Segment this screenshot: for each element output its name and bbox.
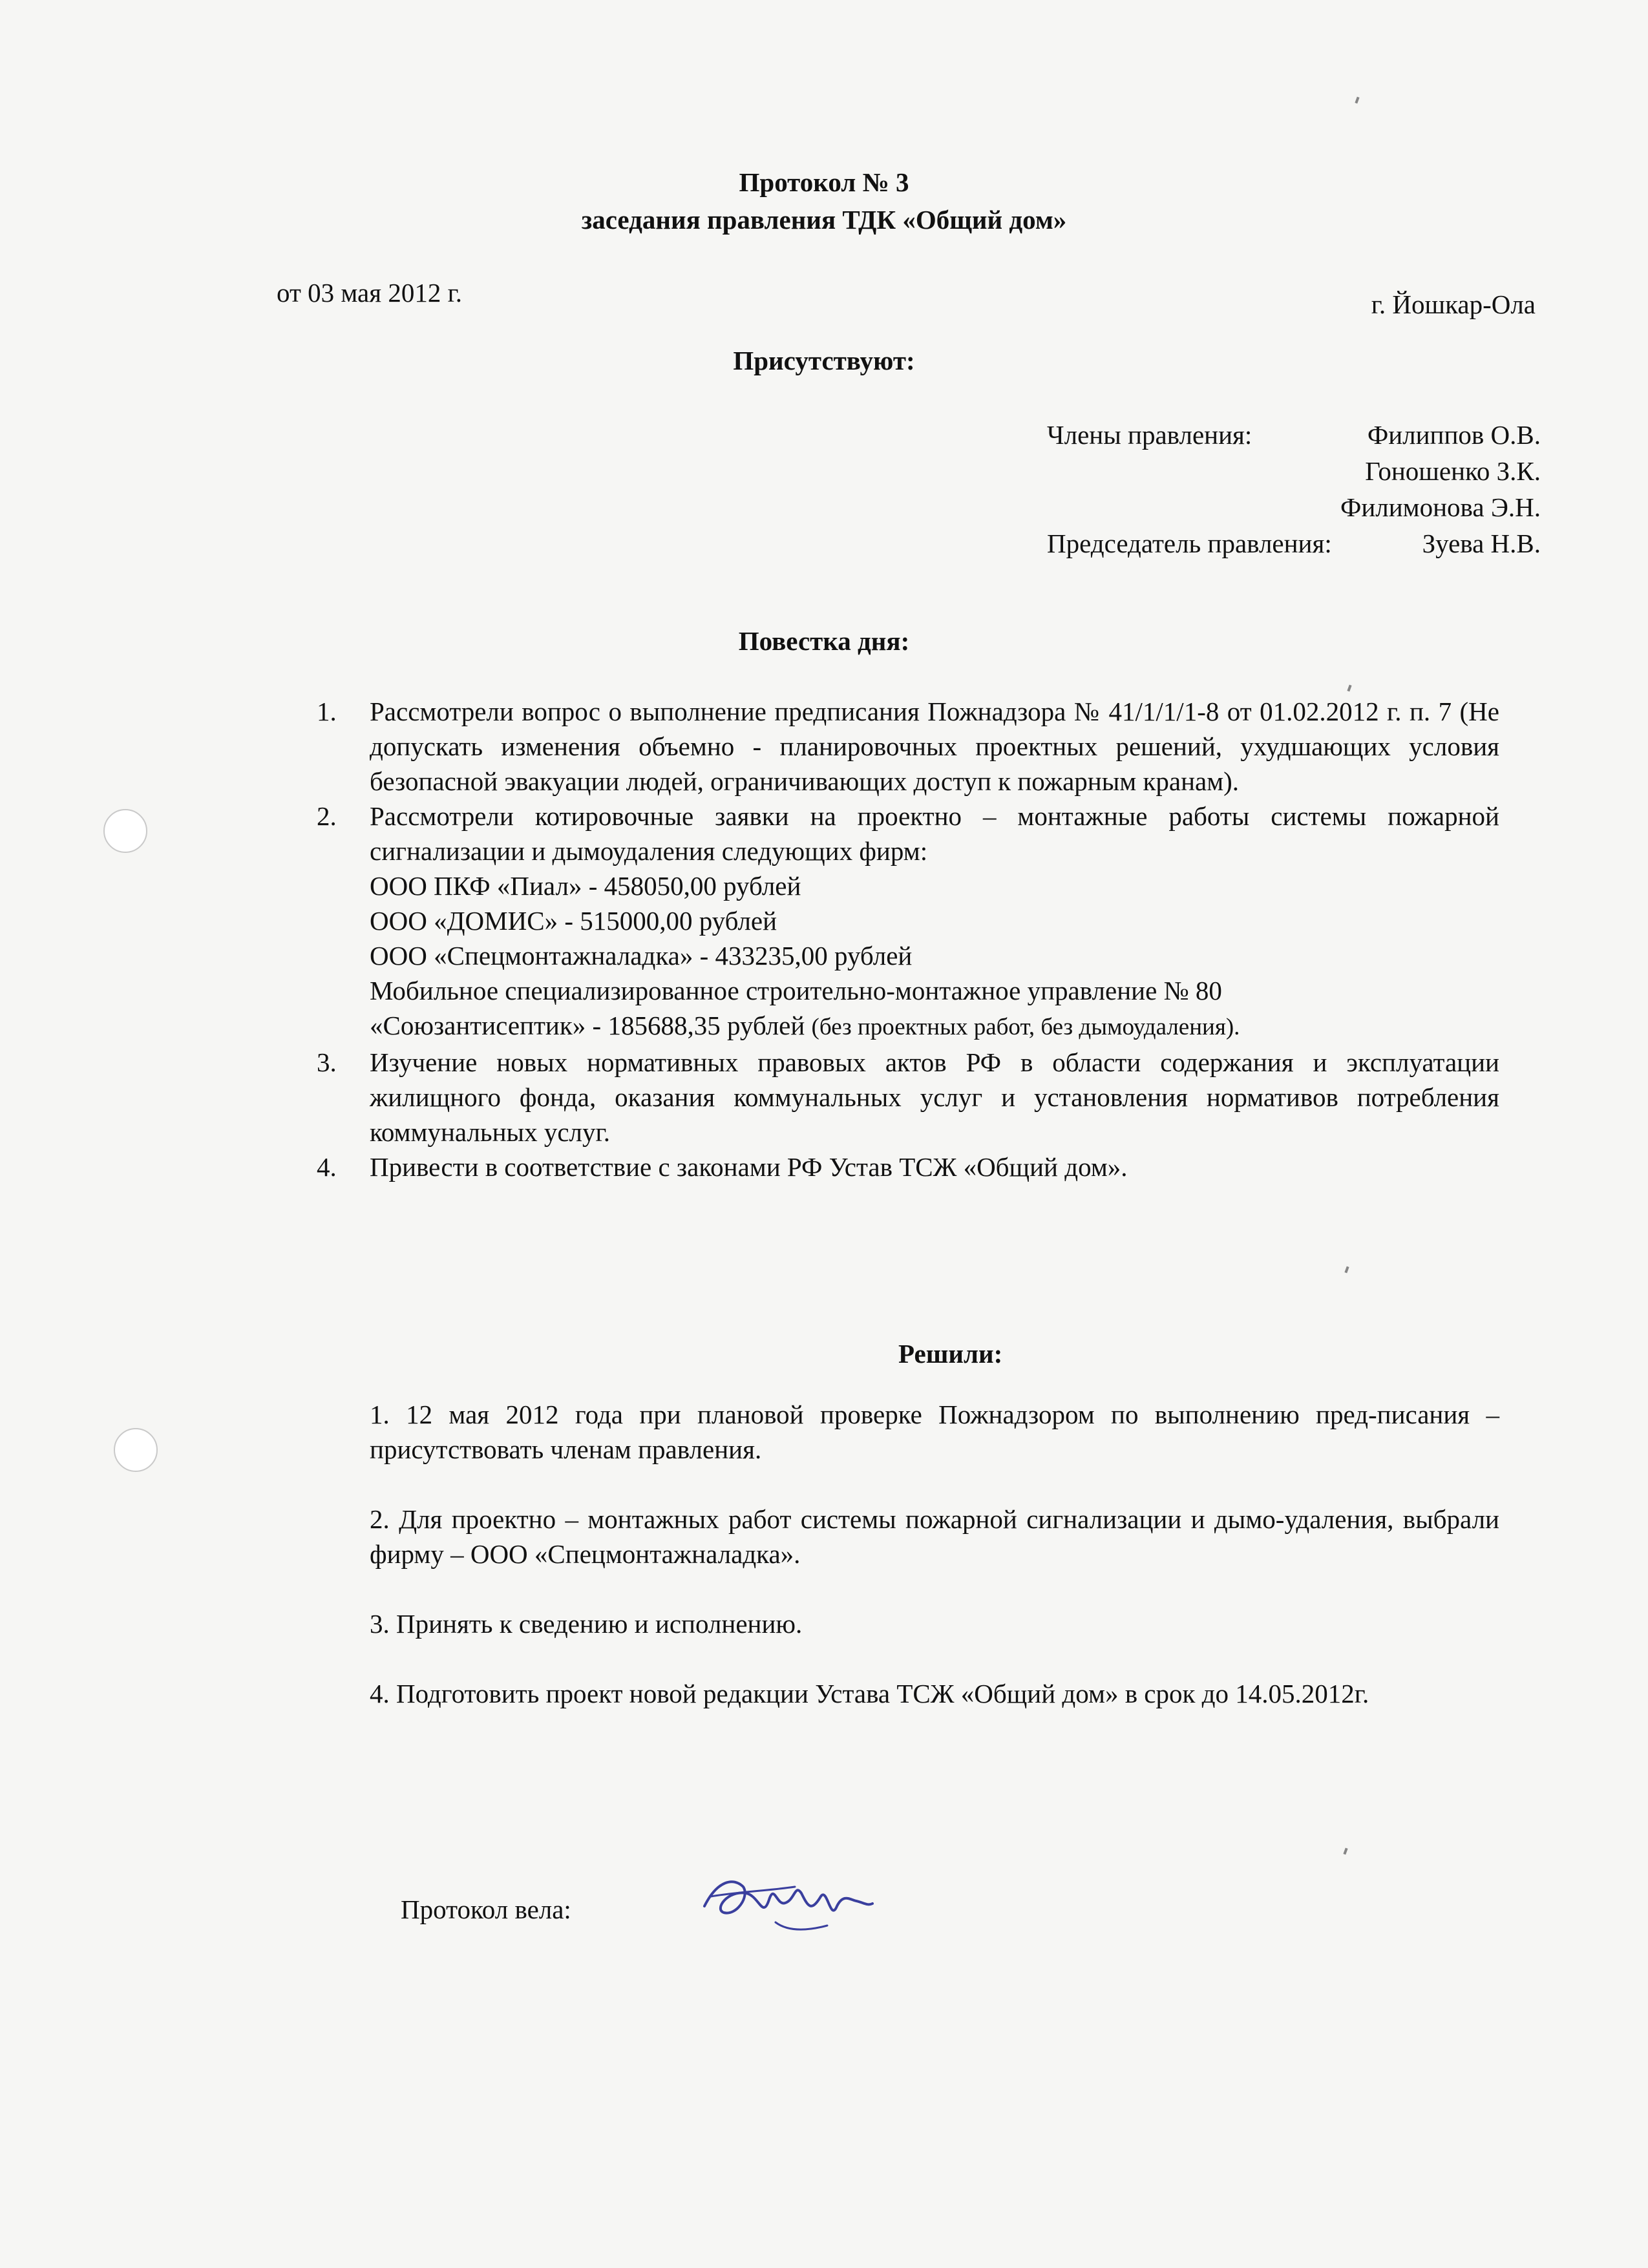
- quote-line: ООО ПКФ «Пиал» - 458050,00 рублей: [370, 871, 801, 901]
- member-name: Гоношенко З.К.: [1365, 456, 1541, 486]
- scan-speck: [1344, 1266, 1349, 1274]
- scan-speck: [1347, 685, 1351, 692]
- agenda-item-number: 4.: [317, 1152, 337, 1182]
- agenda-heading: Повестка дня:: [738, 626, 910, 656]
- decision-item: 2. Для проектно – монтажных работ системы пожарной сигнализации и дымо-удаления, выбрали фирму – ООО «Спецмонтажналадка».: [370, 1504, 1499, 1569]
- quote-line: ООО «Спецмонтажналадка» - 433235,00 рублей: [370, 941, 913, 971]
- agenda-item-number: 2.: [317, 801, 337, 831]
- scan-speck: [1355, 97, 1359, 104]
- agenda-item-number: 1.: [317, 697, 337, 726]
- decisions-heading: Решили:: [898, 1339, 1003, 1369]
- document-city: г. Йошкар-Ола: [1371, 289, 1536, 319]
- agenda-list: [317, 694, 1499, 1184]
- decision-item: 4. Подготовить проект новой редакции Устава ТСЖ «Общий дом» в срок до 14.05.2012г.: [370, 1679, 1369, 1708]
- quote-line-text: «Союзантисептик» - 185688,35 рублей: [370, 1011, 805, 1040]
- punch-hole-bottom: [114, 1428, 158, 1472]
- document-subtitle: заседания правления ТДК «Общий дом»: [581, 205, 1067, 235]
- agenda-item: [317, 694, 1499, 799]
- members-label: Члены правления:: [1047, 420, 1252, 450]
- member-name: Филимонова Э.Н.: [1340, 492, 1541, 522]
- quote-line: [370, 1008, 1499, 1045]
- agenda-item: [317, 1150, 1499, 1184]
- decisions-list: [370, 1397, 1499, 1746]
- scan-speck: [1343, 1848, 1347, 1855]
- quote-line: ООО «ДОМИС» - 515000,00 рублей: [370, 906, 777, 936]
- punch-hole-top: [103, 809, 147, 853]
- quote-note: (без проектных работ, без дымоудаления).: [811, 1014, 1240, 1040]
- agenda-item: [317, 1045, 1499, 1150]
- agenda-item-text: Рассмотрели котировочные заявки на проектно – монтажные работы системы пожарной сигнализации и дымоудаления следующих фирм:: [370, 801, 1499, 866]
- agenda-item-text: Рассмотрели вопрос о выполнение предписания Пожнадзора № 41/1/1/1-8 от 01.02.2012 г. п. 7 (Не допускать изменения объемно - планировочных проектных решений, ухудшающих условия безопасной эвакуации людей, ограничивающих доступ к пожарным кранам).: [370, 697, 1499, 796]
- protocol-by-label: Протокол вела:: [401, 1895, 571, 1924]
- document-title: Протокол № 3: [739, 167, 909, 197]
- present-heading: Присутствуют:: [733, 346, 915, 375]
- member-name: Филиппов О.В.: [1367, 420, 1541, 450]
- agenda-item: [317, 799, 1499, 1045]
- agenda-item-text: Изучение новых нормативных правовых актов РФ в области содержания и эксплуатации жилищного фонда, оказания коммунальных услуг и установления нормативов потребления коммунальных услуг.: [370, 1047, 1499, 1147]
- decision-item: 1. 12 мая 2012 года при плановой проверке Пожнадзором по выполнению пред-писания – присутствовать членам правления.: [370, 1400, 1499, 1464]
- chair-label: Председатель правления:: [1047, 529, 1332, 558]
- chair-name: Зуева Н.В.: [1422, 529, 1541, 558]
- quote-line: Мобильное специализированное строительно-монтажное управление № 80: [370, 976, 1222, 1005]
- document-date: от 03 мая 2012 г.: [277, 278, 463, 308]
- agenda-item-number: 3.: [317, 1047, 337, 1077]
- agenda-item-text: Привести в соответствие с законами РФ Устав ТСЖ «Общий дом».: [370, 1152, 1128, 1182]
- decision-item: 3. Принять к сведению и исполнению.: [370, 1609, 803, 1639]
- handwritten-signature: [698, 1861, 879, 1951]
